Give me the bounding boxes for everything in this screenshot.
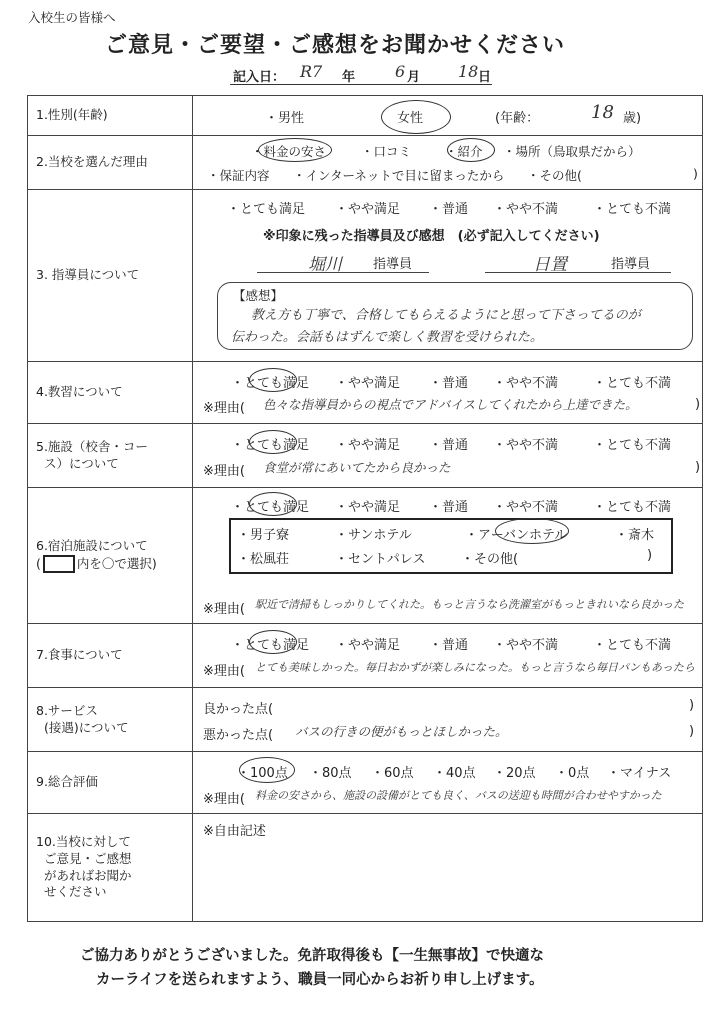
- day-unit: 日: [478, 70, 492, 85]
- score-0[interactable]: ・0点: [555, 766, 590, 781]
- option-male[interactable]: ・男性: [265, 111, 305, 126]
- date-underline: [230, 84, 492, 85]
- label-comments-line-4: せください: [44, 884, 107, 900]
- row-overall: [28, 752, 703, 814]
- reason-warranty[interactable]: ・保証内容: [207, 168, 270, 183]
- row-facility: [28, 424, 703, 488]
- reason-other-close: ): [693, 166, 698, 181]
- name-underline: [485, 272, 671, 273]
- date-month: 6: [395, 62, 406, 81]
- lodging-urban-hotel[interactable]: ・アーバンホテル: [465, 528, 568, 543]
- label-instructor: 3. 指導員について: [28, 190, 193, 362]
- score-80[interactable]: ・80点: [309, 766, 352, 781]
- instructor-name-1[interactable]: 堀川: [308, 255, 342, 275]
- label-comments: [28, 814, 193, 922]
- bad-points-close: ): [689, 724, 695, 739]
- date-label: 記入日：: [233, 70, 286, 85]
- label-lodging-line-1: 6.宿泊施設について: [36, 538, 148, 554]
- survey-table: [27, 95, 703, 922]
- reason-label: ※理由(: [203, 464, 245, 479]
- label-meals: 7.食事について: [28, 624, 193, 688]
- lodging-shofuso[interactable]: ・松風荘: [237, 552, 290, 567]
- age-value[interactable]: 18: [591, 102, 614, 123]
- scale-very-dissatisfied[interactable]: ・とても不満: [593, 202, 672, 217]
- label-lessons: 4.教習について: [28, 362, 193, 424]
- label-lodging-line-2: [36, 555, 192, 573]
- label-comments-line-2: ご意見・ご感想: [44, 850, 132, 866]
- row-gender: [28, 96, 703, 136]
- reason-other[interactable]: ・その他(: [527, 168, 582, 183]
- page-title: ご意見・ご要望・ご感想をお聞かせください: [105, 33, 566, 58]
- reason-internet[interactable]: ・インターネットで目に留まったから: [293, 168, 505, 183]
- age-unit: 歳): [623, 111, 642, 126]
- age-label: (年齢：: [495, 111, 540, 126]
- reason-text[interactable]: とても美味しかった。毎日おかずが楽しみになった。もっと言うなら毎日パンもあったら: [255, 661, 695, 674]
- reason-price[interactable]: ・料金の安さ: [251, 144, 327, 159]
- scale-dissatisfied[interactable]: ・やや不満: [493, 202, 559, 217]
- scale-dissatisfied[interactable]: ・やや不満: [493, 376, 559, 391]
- selection-circle: [249, 368, 297, 392]
- instructor-suffix-1: 指導員: [373, 257, 413, 272]
- free-comment-label: ※自由記述: [203, 824, 266, 839]
- scale-very-dissatisfied[interactable]: ・とても不満: [593, 438, 672, 453]
- reason-text[interactable]: 色々な指導員からの視点でアドバイスしてくれたから上達できた。: [263, 397, 638, 412]
- reason-label: ※理由(: [203, 792, 245, 807]
- impression-label: 【感想】: [233, 288, 284, 303]
- date-era: R7: [300, 62, 323, 81]
- row-reason: [28, 136, 703, 190]
- good-points-close: ): [689, 698, 695, 713]
- scale-very-satisfied[interactable]: ・とても満足: [231, 376, 310, 391]
- reason-label: ※理由(: [203, 401, 245, 416]
- scale-dissatisfied[interactable]: ・やや不満: [493, 638, 559, 653]
- selection-circle: [381, 100, 451, 134]
- footer-line-1: ご協力ありがとうございました。免許取得後も【一生無事故】で快適な: [80, 948, 544, 964]
- reason-reviews[interactable]: ・口コミ: [361, 144, 412, 159]
- footer-line-2: カーライフを送られますよう、職員一同心からお祈り申し上げます。: [96, 972, 544, 988]
- selection-circle: [258, 138, 332, 162]
- row-service: [28, 688, 703, 752]
- reason-text[interactable]: 食堂が常にあいてたから良かった: [263, 460, 451, 475]
- scale-dissatisfied[interactable]: ・やや不満: [493, 500, 559, 515]
- instructor-suffix-2: 指導員: [611, 257, 651, 272]
- reason-location[interactable]: ・場所（鳥取県だから）: [503, 144, 641, 159]
- scale-satisfied[interactable]: ・やや満足: [335, 376, 401, 391]
- impression-line-2: 伝わった。会話もはずんで楽しく教習を受けられた。: [231, 330, 543, 345]
- score-20[interactable]: ・20点: [493, 766, 536, 781]
- label-service: [28, 688, 193, 752]
- scale-very-satisfied[interactable]: ・とても満足: [231, 438, 310, 453]
- year-unit: 年: [342, 70, 356, 85]
- label-lodging-instruction: 内を〇で選択): [76, 555, 157, 571]
- bad-points-text[interactable]: バスの行きの便がもっとほしかった。: [295, 724, 508, 739]
- selection-circle: [495, 518, 569, 544]
- label-facility: [28, 424, 193, 488]
- scale-very-dissatisfied[interactable]: ・とても不満: [593, 500, 672, 515]
- scale-satisfied[interactable]: ・やや満足: [335, 202, 401, 217]
- good-points-label: 良かった点(: [203, 702, 274, 717]
- label-service-line-1: 8.サービス: [36, 702, 98, 718]
- label-lodging-paren: (: [36, 555, 41, 571]
- reason-label: ※理由(: [203, 664, 245, 679]
- label-facility-line-2: ス）について: [44, 455, 119, 471]
- row-lessons: [28, 362, 703, 424]
- scale-neutral[interactable]: ・普通: [429, 376, 469, 391]
- selection-circle: [447, 138, 495, 162]
- lodging-other-close: ): [647, 548, 653, 563]
- free-comment-area[interactable]: [193, 814, 703, 922]
- impression-line-1: 教え方も丁寧で、合格してもらえるようにと思って下さってるのが: [251, 308, 641, 323]
- selection-circle: [249, 630, 297, 654]
- scale-neutral[interactable]: ・普通: [429, 438, 469, 453]
- scale-neutral[interactable]: ・普通: [429, 500, 469, 515]
- bad-points-label: 悪かった点(: [203, 728, 274, 743]
- reason-close: ): [695, 397, 701, 412]
- selection-circle: [249, 492, 297, 516]
- scale-very-dissatisfied[interactable]: ・とても不満: [593, 376, 672, 391]
- scale-very-dissatisfied[interactable]: ・とても不満: [593, 638, 672, 653]
- reason-label: ※理由(: [203, 602, 245, 617]
- score-60[interactable]: ・60点: [371, 766, 414, 781]
- selection-circle: [249, 430, 297, 454]
- scale-very-satisfied[interactable]: ・とても満足: [231, 638, 310, 653]
- greeting: 入校生の皆様へ: [28, 10, 116, 25]
- scale-very-satisfied[interactable]: ・とても満足: [231, 500, 310, 515]
- reason-referral[interactable]: ・紹介: [445, 144, 483, 159]
- lodging-st-palace[interactable]: ・セントパレス: [335, 552, 426, 567]
- label-facility-line-1: 5.施設（校舎・コー: [36, 438, 148, 454]
- option-female[interactable]: 女性: [397, 111, 424, 126]
- label-service-line-2: (接遇)について: [44, 719, 129, 735]
- instructor-name-2[interactable]: 日置: [533, 255, 567, 275]
- reason-close: ): [695, 460, 701, 475]
- reason-text[interactable]: 駅近で清掃もしっかりしてくれた。もっと言うなら洗濯室がもっときれいなら良かった: [255, 598, 684, 611]
- lodging-boys-dorm[interactable]: ・男子寮: [237, 528, 290, 543]
- row-lodging: [28, 488, 703, 624]
- label-lodging: [28, 488, 193, 624]
- lodging-other[interactable]: ・その他(: [461, 552, 519, 567]
- scale-neutral[interactable]: ・普通: [429, 638, 469, 653]
- scale-dissatisfied[interactable]: ・やや不満: [493, 438, 559, 453]
- selection-circle: [239, 757, 295, 783]
- label-gender: 1.性別(年齢): [28, 96, 193, 136]
- score-minus[interactable]: ・マイナス: [607, 766, 672, 781]
- lodging-sun-hotel[interactable]: ・サンホテル: [335, 528, 412, 543]
- score-100[interactable]: ・100点: [237, 766, 288, 781]
- label-overall: 9.総合評価: [28, 752, 193, 814]
- month-unit: 月: [407, 70, 421, 85]
- label-reason: 2.当校を選んだ理由: [28, 136, 193, 190]
- label-comments-line-3: があればお聞か: [44, 867, 132, 883]
- scale-satisfied[interactable]: ・やや満足: [335, 638, 401, 653]
- row-instructor: [28, 190, 703, 362]
- scale-neutral[interactable]: ・普通: [429, 202, 469, 217]
- label-comments-line-1: 10.当校に対して: [36, 833, 131, 849]
- date-day: 18: [458, 62, 479, 81]
- row-meals: [28, 624, 703, 688]
- scale-very-satisfied[interactable]: ・とても満足: [227, 202, 306, 217]
- scale-satisfied[interactable]: ・やや満足: [335, 500, 401, 515]
- lodging-selection-box: [229, 518, 673, 574]
- reason-text[interactable]: 料金の安さから、施設の設備がとても良く、バスの送迎も時間が合わせやすかった: [255, 789, 662, 802]
- row-comments: [28, 814, 703, 922]
- scale-satisfied[interactable]: ・やや満足: [335, 438, 401, 453]
- instructor-notice: ※印象に残った指導員及び感想 (必ず記入してください): [263, 229, 600, 244]
- name-underline: [257, 272, 429, 273]
- lodging-saiki[interactable]: ・斎木: [615, 528, 655, 543]
- score-40[interactable]: ・40点: [433, 766, 476, 781]
- box-indicator-icon: [43, 555, 75, 573]
